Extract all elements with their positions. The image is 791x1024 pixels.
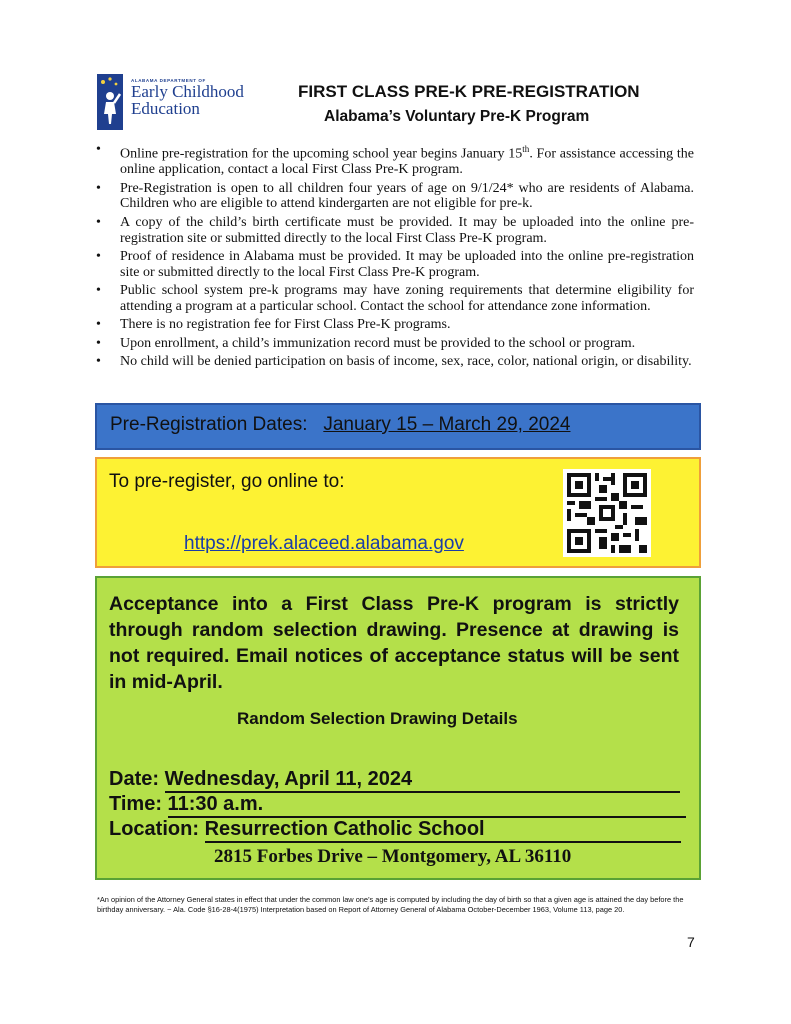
list-item: • Public school system pre-k programs may have zoning requirements that determine eligibility for attending a program at a particular school. Contact the school for attendance zone information.	[96, 283, 694, 314]
list-item: • A copy of the child’s birth certificate must be provided. It may be uploaded into the online pre-registration site or submitted directly to the local First Class Pre-K program.	[96, 215, 694, 246]
list-item	[96, 142, 694, 178]
online-box	[95, 457, 701, 568]
drawing-title: Random Selection Drawing Details	[237, 709, 518, 728]
bullet-sup: th	[522, 144, 530, 154]
acceptance-text: Acceptance into a First Class Pre-K program is strictly through random selection drawing. Presence at drawing is not required. Email notices of acceptance status will be sent in mid-April.	[109, 593, 679, 693]
logo-icon	[97, 74, 123, 130]
page-subtitle: Alabama’s Voluntary Pre-K Program	[324, 108, 590, 125]
registration-dates: January 15 – March 29, 2024	[323, 414, 571, 435]
drawing-location-row	[109, 818, 681, 843]
date-value: Wednesday, April 11, 2024	[165, 768, 680, 793]
location-value: Resurrection Catholic School	[205, 818, 681, 843]
qr-code-icon[interactable]	[563, 469, 651, 557]
acceptance-box	[95, 576, 701, 880]
time-value: 11:30 a.m.	[168, 793, 686, 818]
list-item: • No child will be denied participation on basis of income, sex, race, color, national origin, or disability.	[96, 354, 694, 370]
date-label: Date:	[109, 768, 160, 790]
list-item: • There is no registration fee for First Class Pre-K programs.	[96, 317, 694, 333]
drawing-date-row	[109, 768, 680, 793]
bullet-part-b: . For assistance accessing the online application, contact a local First Class Pre-K program.	[120, 146, 694, 178]
online-label: To pre-register, go online to:	[109, 471, 345, 492]
list-item: • Pre-Registration is open to all children four years of age on 9/1/24* who are residents of Alabama. Children who are eligible to attend kindergarten are not eligible for pre-k.	[96, 181, 694, 212]
drawing-address: 2815 Forbes Drive – Montgomery, AL 36110	[214, 846, 572, 867]
page-number: 7	[687, 934, 695, 950]
bullet-part-a: Online pre-registration for the upcoming school year begins January 15	[120, 146, 523, 162]
registration-label: Pre-Registration Dates:	[110, 414, 308, 435]
logo-line2: Education	[131, 99, 200, 118]
page-title: FIRST CLASS PRE-K PRE-REGISTRATION	[298, 82, 640, 101]
list-item: • Proof of residence in Alabama must be provided. It may be uploaded into the online pre-registration site or submitted directly to the local First Class Pre-K program.	[96, 249, 694, 280]
registration-line	[110, 414, 570, 436]
drawing-time-row	[109, 793, 686, 818]
logo-org-small: ALABAMA DEPARTMENT OF	[131, 78, 206, 83]
registration-dates-box	[95, 403, 701, 450]
registration-link[interactable]: https://prek.alaceed.alabama.gov	[184, 533, 464, 554]
logo	[131, 78, 271, 117]
list-item: • Upon enrollment, a child’s immunization record must be provided to the school or program.	[96, 336, 694, 352]
location-label: Location:	[109, 818, 199, 840]
info-list	[96, 142, 694, 372]
logo-line1: Early Childhood	[131, 82, 244, 101]
time-label: Time:	[109, 793, 162, 815]
footnote: *An opinion of the Attorney General states in effect that under the common law one’s age is computed by including the day of birth so that a given age is attained the day before the birthday anniversary. ~ Ala. Code §16-28-4(1975) Interpretation based on Report of Attorney General of Alabama October-December 1963, Volume 113, page 20.	[97, 895, 684, 914]
